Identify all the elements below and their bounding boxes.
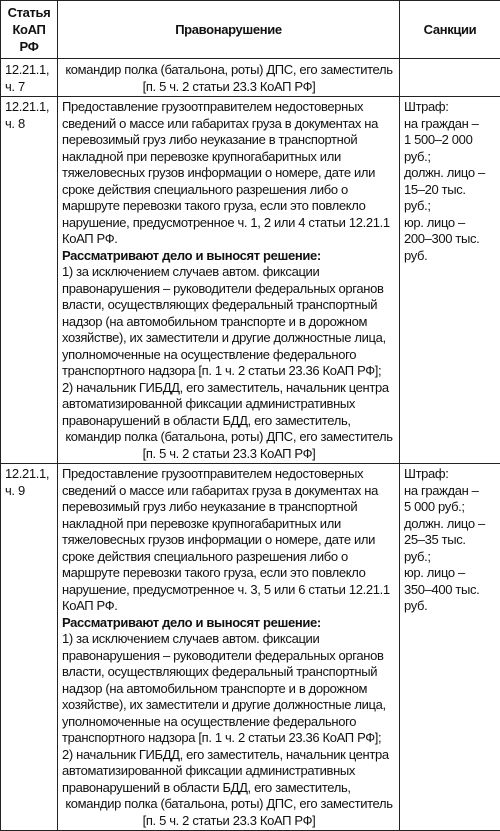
sanction-line: должн. лицо –	[404, 165, 497, 182]
sanctions-cell	[400, 464, 500, 831]
sanction-line: Штраф:	[404, 99, 497, 116]
article-line: ч. 8	[5, 116, 54, 133]
sanction-line: на граждан –	[404, 116, 497, 133]
header-offense: Правонарушение	[58, 1, 400, 59]
article-line: ч. 9	[5, 483, 54, 500]
sanctions-cell	[400, 97, 500, 464]
article-line: ч. 7	[5, 79, 54, 96]
authority-line: командир полка (батальона, роты) ДПС, его заместитель	[62, 429, 396, 446]
sanction-line: 1 500–2 000	[404, 132, 497, 149]
article-cell	[1, 464, 58, 831]
sanction-line: 5 000 руб.;	[404, 499, 497, 516]
table-row	[1, 464, 500, 831]
article-line: 12.21.1,	[5, 62, 54, 79]
article-cell	[1, 97, 58, 464]
header-article-line: РФ	[3, 38, 55, 55]
article-cell	[1, 59, 58, 97]
sanction-line: руб.	[404, 248, 497, 265]
sanction-line: руб.;	[404, 149, 497, 166]
authority-line: командир полка (батальона, роты) ДПС, его заместитель	[62, 62, 396, 79]
legal-reference: [п. 5 ч. 2 статьи 23.3 КоАП РФ]	[62, 813, 396, 830]
table-row	[1, 59, 500, 97]
table-row	[1, 97, 500, 464]
header-article	[1, 1, 58, 59]
legal-reference: [п. 5 ч. 2 статьи 23.3 КоАП РФ]	[62, 79, 396, 96]
article-line: 12.21.1,	[5, 99, 54, 116]
decision-item-1: 1) за исключением случаев автом. фиксации правонарушения – руководители федеральных органов власти, осуществляющих федеральный транспортный надзор (на автомобильном транспорте и в дорожном хозяйстве), их заместители и другие должностные лица, уполномоченные на осуществление федерального транспортного надзора [п. 1 ч. 2 статьи 23.36 КоАП РФ];	[62, 631, 396, 747]
offense-cell	[58, 59, 400, 97]
sanction-line: юр. лицо –	[404, 215, 497, 232]
authority-line: командир полка (батальона, роты) ДПС, его заместитель	[62, 796, 396, 813]
sanctions-cell	[400, 59, 500, 97]
legal-reference: [п. 5 ч. 2 статьи 23.3 КоАП РФ]	[62, 446, 396, 463]
sanction-line: Штраф:	[404, 466, 497, 483]
offense-cell	[58, 464, 400, 831]
decision-heading: Рассматривают дело и выносят решение:	[62, 248, 396, 265]
sanction-line: 200–300 тыс.	[404, 231, 497, 248]
sanction-line: 15–20 тыс.	[404, 182, 497, 199]
table-header-row	[1, 1, 500, 59]
header-article-line: Статья	[3, 4, 55, 21]
header-article-line: КоАП	[3, 21, 55, 38]
sanction-line: руб.;	[404, 549, 497, 566]
decision-item-1: 1) за исключением случаев автом. фиксации правонарушения – руководители федеральных органов власти, осуществляющих федеральный транспортный надзор (на автомобильном транспорте и в дорожном хозяйстве), их заместители и другие должностные лица, уполномоченные на осуществление федерального транспортного надзора [п. 1 ч. 2 статьи 23.36 КоАП РФ];	[62, 264, 396, 380]
offense-description: Предоставление грузоотправителем недостоверных сведений о массе или габаритах груза в документах на перевозимый груз либо неуказание в транспортной накладной при перевозке крупногабаритных или тяжеловесных грузов информации о номере, дате или сроке действия специального разрешения либо о маршруте перевозки такого груза, если это повлекло нарушение, предусмотренное ч. 3, 5 или 6 статьи 12.21.1 КоАП РФ.	[62, 466, 396, 615]
article-line: 12.21.1,	[5, 466, 54, 483]
sanction-line: руб.	[404, 598, 497, 615]
offense-description: Предоставление грузоотправителем недостоверных сведений о массе или габаритах груза в документах на перевозимый груз либо неуказание в транспортной накладной при перевозке крупногабаритных или тяжеловесных грузов информации о номере, дате или сроке действия специального разрешения либо о маршруте перевозки такого груза, если это повлекло нарушение, предусмотренное ч. 1, 2 или 4 статьи 12.21.1 КоАП РФ.	[62, 99, 396, 248]
sanction-line: юр. лицо –	[404, 565, 497, 582]
sanction-line: 25–35 тыс.	[404, 532, 497, 549]
sanction-line: 350–400 тыс.	[404, 582, 497, 599]
offense-cell	[58, 97, 400, 464]
sanction-line: руб.;	[404, 198, 497, 215]
sanction-line: на граждан –	[404, 483, 497, 500]
sanction-line: должн. лицо –	[404, 516, 497, 533]
decision-heading: Рассматривают дело и выносят решение:	[62, 615, 396, 632]
decision-item-2: 2) начальник ГИБДД, его заместитель, начальник центра автоматизированной фиксации административных правонарушений в области БДД, его заместитель,	[62, 747, 396, 797]
decision-item-2: 2) начальник ГИБДД, его заместитель, начальник центра автоматизированной фиксации административных правонарушений в области БДД, его заместитель,	[62, 380, 396, 430]
header-sanctions: Санкции	[400, 1, 500, 59]
